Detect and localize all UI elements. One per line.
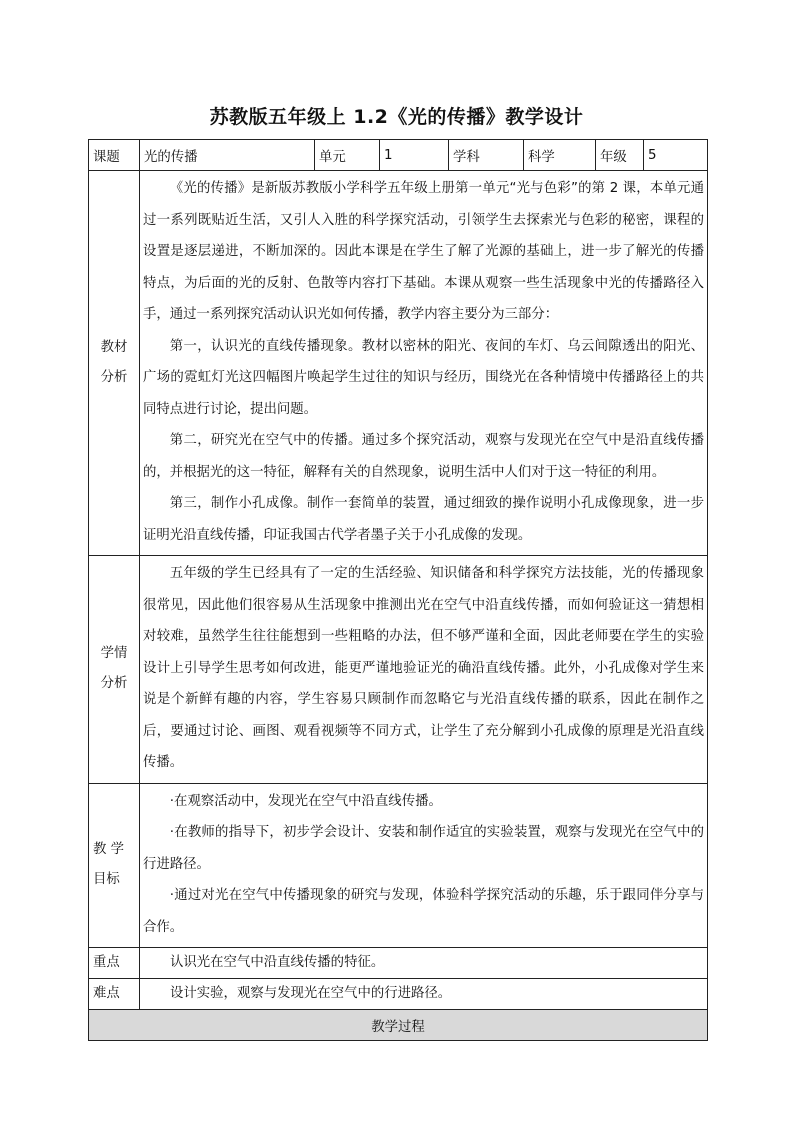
key-point-row: [89, 948, 708, 979]
lesson-plan-table: [88, 139, 708, 1041]
subject-label: 学科: [449, 140, 524, 171]
page-title: 苏教版五年级上 1.2《光的传播》教学设计: [209, 106, 584, 128]
textbook-analysis-row: [89, 171, 708, 556]
student-analysis-paragraph: 五年级的学生已经具有了一定的生活经验、知识储备和科学探究方法技能，光的传播现象很常见，因此他们很容易从生活现象中推测出光在空气中沿直线传播，而如何验证这一猜想相对较难，虽然学生往往能想到一些粗略的办法，但不够严谨和全面，因此老师要在学生的实验设计上引导学生思考如何改进，能更严谨地验证光的确沿直线传播。此外，小孔成像对学生来说是个新鲜有趣的内容，学生容易只顾制作而忽略它与光沿直线传播的联系，因此在制作之后，要通过讨论、画图、观看视频等不同方式，让学生了充分解到小孔成像的原理是光沿直线传播。: [143, 566, 704, 770]
objective-item: ·在观察活动中，发现光在空气中沿直线传播。: [169, 793, 442, 809]
student-analysis-label-line2: 分析: [100, 676, 128, 692]
objectives-label-line2: 目标: [93, 872, 120, 888]
topic-value: 光的传播: [140, 140, 315, 171]
objectives-label-line1: 教 学: [93, 842, 125, 858]
process-row: [89, 1010, 708, 1041]
topic-label: 课题: [89, 140, 140, 171]
key-point-label: 重点: [89, 948, 140, 979]
textbook-analysis-content: [140, 171, 708, 556]
textbook-analysis-paragraph: 第一，认识光的直线传播现象。教材以密林的阳光、夜间的车灯、乌云间隙透出的阳光、广场的霓虹灯光这四幅图片唤起学生过往的知识与经历，围绕光在各种情境中传播路径上的共同特点进行讨论，提出问题。: [143, 338, 704, 417]
objective-item: ·通过对光在空气中传播现象的研究与发现，体验科学探究活动的乐趣，乐于跟同伴分享与合作。: [143, 888, 704, 935]
student-analysis-content: [140, 556, 708, 784]
difficulty-row: [89, 979, 708, 1010]
textbook-analysis-label: [89, 171, 140, 556]
textbook-analysis-label-line1: 教材: [100, 340, 128, 355]
difficulty-label: 难点: [89, 979, 140, 1010]
objective-item: ·在教师的指导下，初步学会设计、安装和制作适宜的实验装置，观察与发现光在空气中的行进路径。: [143, 825, 704, 872]
textbook-analysis-paragraph: 《光的传播》是新版苏教版小学科学五年级上册第一单元“光与色彩”的第 2 课，本单元通过一系列既贴近生活，又引人入胜的科学探究活动，引领学生去探索光与色彩的秘密，课程的设置是逐层递进，不断加深的。因此本课是在学生了解了光源的基础上，进一步了解光的传播特点，为后面的光的反射、色散等内容打下基础。本课从观察一些生活现象中光的传播路径入手，通过一系列探究活动认识光如何传播，教学内容主要分为三部分：: [143, 181, 704, 322]
textbook-analysis-label-line2: 分析: [100, 370, 128, 385]
student-analysis-label: [89, 556, 140, 784]
grade-value: 5: [644, 140, 708, 171]
process-heading: 教学过程: [89, 1010, 708, 1041]
student-analysis-label-line1: 学情: [100, 646, 128, 662]
key-point-text: 认识光在空气中沿直线传播的特征。: [140, 948, 708, 979]
unit-label: 单元: [315, 140, 380, 171]
header-row: [89, 140, 708, 171]
grade-label: 年级: [596, 140, 644, 171]
subject-value: 科学: [524, 140, 596, 171]
objectives-row: [89, 783, 708, 948]
objectives-label: [89, 783, 140, 948]
objectives-content: [140, 783, 708, 948]
textbook-analysis-paragraph: 第二，研究光在空气中的传播。通过多个探究活动，观察与发现光在空气中是沿直线传播的，并根据光的这一特征，解释有关的自然现象，说明生活中人们对于这一特征的利用。: [143, 433, 704, 480]
student-analysis-row: [89, 556, 708, 784]
textbook-analysis-paragraph: 第三，制作小孔成像。制作一套简单的装置，通过细致的操作说明小孔成像现象，进一步证明光沿直线传播，印证我国古代学者墨子关于小孔成像的发现。: [143, 496, 704, 543]
unit-value: 1: [380, 140, 449, 171]
difficulty-text: 设计实验，观察与发现光在空气中的行进路径。: [140, 979, 708, 1010]
